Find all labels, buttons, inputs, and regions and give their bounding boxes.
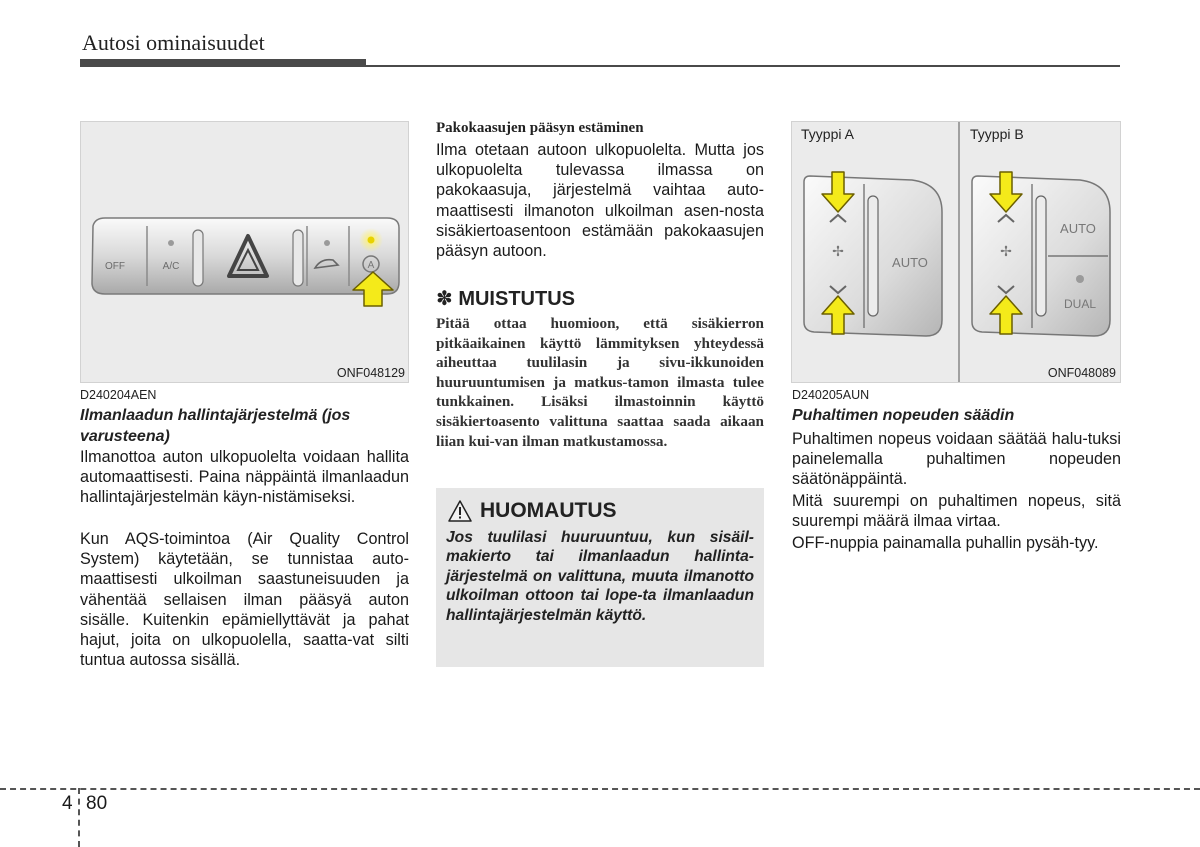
- note-asterisk-icon: ✽: [436, 288, 453, 310]
- ac-button-label: A/C: [162, 261, 180, 272]
- header-rule-thin: [366, 65, 1120, 67]
- type-b-label: Tyyppi B: [970, 126, 1024, 142]
- fan-icon: ✢: [1000, 244, 1012, 260]
- section1-code: D240204AEN: [80, 388, 157, 402]
- warning-triangle-icon: [448, 500, 472, 522]
- footer-dashed-divider: [78, 788, 80, 847]
- note-title-row: [436, 286, 575, 311]
- figure-left-code: ONF048129: [336, 366, 405, 380]
- type-b-auto-label: AUTO: [1060, 221, 1096, 236]
- section3-heading: Puhaltimen nopeuden säädin: [792, 407, 1015, 424]
- note-text: Pitää ottaa huomioon, että sisäkierron pitkäaikainen käyttö lämmityksen yhteydessä aiheuttaa tuulilasin ja sivu-ikkunoiden huuruuntumisen ja matkus-tamon ilmasta tulee tunkkainen. Lisäksi ilmastoinnin käyttö sisäkiertoasento valittuna saattaa saada aikaan liian kui-van ilman matkustamossa.: [436, 315, 764, 450]
- section3-paragraph-3: OFF-nuppia painamalla puhallin pysäh-tyy.: [792, 534, 1099, 552]
- footer-dashed-rule: [0, 788, 1200, 790]
- type-a-label: Tyyppi A: [801, 126, 854, 142]
- caution-box: [436, 488, 764, 667]
- type-a-panel: [804, 172, 942, 336]
- caution-text: Jos tuulilasi huuruuntuu, kun sisäil-makierto tai ilmanlaadun hallinta-järjestelmä on valittuna, muuta ilmanotto ulkoilman ottoon tai lope-ta ilmanlaadun hallintajärjestelmän käyttö.: [446, 529, 754, 624]
- type-a-auto-label: AUTO: [892, 255, 928, 270]
- fan-speed-control-illustration: [792, 122, 1120, 382]
- type-b-panel: [972, 172, 1110, 336]
- type-b-dual-label: DUAL: [1063, 297, 1097, 311]
- section1-paragraph-2: Kun AQS-toimintoa (Air Quality Control System) käytetään, se tunnistaa auto-maattisesti ulkoilman saastuneisuuden ja vähentää sellaisen ilman pääsyä auton sisälle. Kuitenkin epämiellyttävät ja pahat hajut, joita on ulkopuolella, saatta-vat silti tuntua autossa sisällä.: [80, 530, 409, 670]
- page-number: 80: [86, 793, 108, 814]
- caution-title: HUOMAUTUS: [480, 499, 617, 522]
- figure-right-code: ONF048089: [1047, 366, 1116, 380]
- page-header-title: Autosi ominaisuudet: [82, 30, 265, 55]
- figure-aqs-panel: [80, 121, 409, 383]
- fan-icon: ✢: [832, 244, 844, 260]
- figure-fan-speed-types: [791, 121, 1121, 383]
- note-title: MUISTUTUS: [458, 288, 575, 310]
- section2-heading: Pakokaasujen pääsyn estäminen: [436, 120, 644, 136]
- section3-paragraph-2: Mitä suurempi on puhaltimen nopeus, sitä suurempi määrä ilmaa virtaa.: [792, 492, 1121, 531]
- section1-heading: Ilmanlaadun hallintajärjestelmä (jos varusteena): [80, 407, 351, 445]
- section3-code: D240205AUN: [792, 388, 870, 402]
- section2-paragraph: Ilma otetaan autoon ulkopuolelta. Mutta jos ulkopuolelta tulevassa ilmassa on pakokaasuja, järjestelmä vaihtaa auto-maattisesti ilmanoton ulkoilman asen-nosta sisäkiertoasentoon estämään pakokaasujen pääsyn autoon.: [436, 141, 764, 261]
- off-button-label: OFF: [105, 261, 125, 272]
- chapter-number: 4: [62, 793, 73, 814]
- svg-text:A: A: [367, 260, 375, 271]
- header-rule-thick: [80, 59, 366, 67]
- section1-paragraph-1: Ilmanottoa auton ulkopuolelta voidaan hallita automaattisesti. Paina näppäintä ilmanlaadun hallintajärjestelmän käyn-nistämiseksi.: [80, 448, 409, 507]
- section3-paragraph-1: Puhaltimen nopeus voidaan säätää halu-tuksi painelemalla puhaltimen nopeuden säätönäppäintä.: [792, 430, 1121, 489]
- aqs-button-panel-illustration: [81, 122, 408, 382]
